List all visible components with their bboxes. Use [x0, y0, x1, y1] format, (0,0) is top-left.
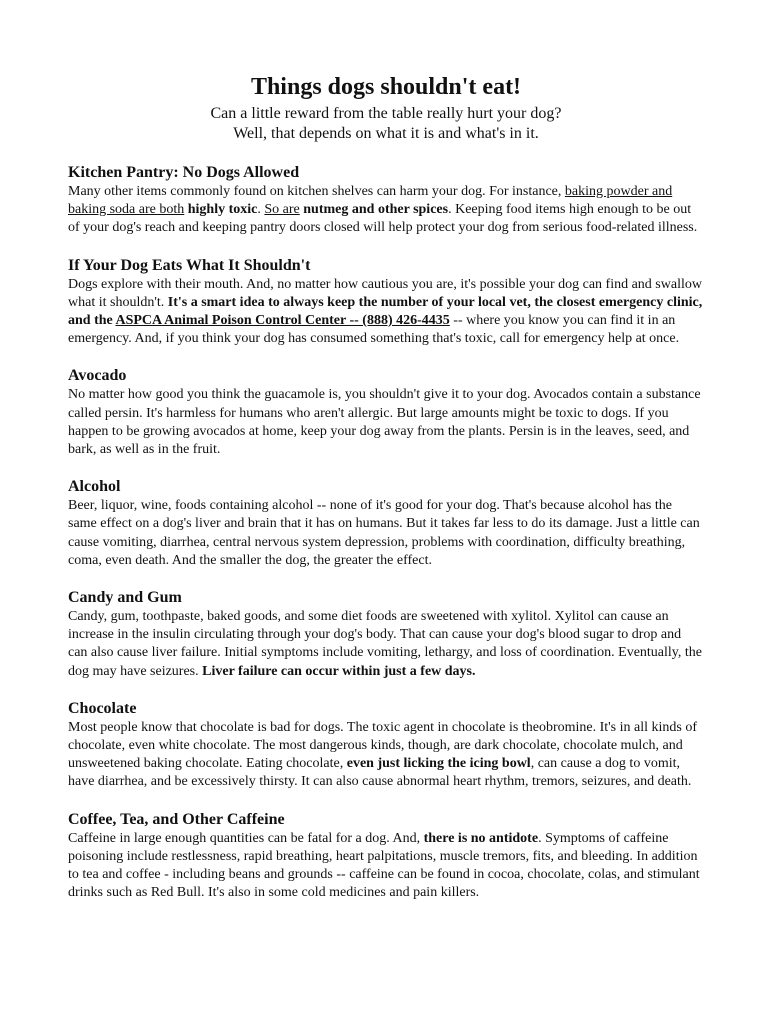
section-heading: If Your Dog Eats What It Shouldn't: [68, 256, 311, 274]
section-alcohol: [68, 478, 704, 570]
bold-text: It's a smart idea to always keep the number of your local vet, the closest emergency clinic, and the: [68, 294, 703, 329]
document-page: [68, 72, 704, 902]
text-run: . Keeping food items high enough to be out of your dog's reach and keeping pantry doors closed will help protect your dog from serious food-related illness.: [68, 202, 698, 236]
bold-text: Liver failure can occur within just a few days.: [202, 663, 476, 679]
section-caffeine: [68, 811, 704, 903]
document-subtitle-line-1: Can a little reward from the table really hurt your dog?: [210, 105, 562, 122]
text-run: . Symptoms of caffeine poisoning include restlessness, rapid breathing, heart palpitations, muscle tremors, fits, and bleeding. In addition to tea and coffee - including beans and grounds -- caffeine can be found in cocoa, chocolate, colas, and stimulant drinks such as Red Bull. It's also in some cold medicines and pain killers.: [68, 830, 700, 901]
section-paragraph: [68, 497, 704, 570]
section-paragraph: [68, 830, 704, 903]
section-heading: Coffee, Tea, and Other Caffeine: [68, 810, 285, 828]
document-title: Things dogs shouldn't eat!: [250, 74, 522, 100]
section-heading: Candy and Gum: [68, 589, 182, 607]
section-chocolate: [68, 700, 704, 792]
text-run: .: [257, 202, 265, 218]
text-run: Candy, gum, toothpaste, baked goods, and some diet foods are sweetened with xylitol. Xylitol can cause an increase in the insulin circulating through your dog's body. That can cause your dog's blood sugar to drop and can also cause liver failure. Initial symptoms include vomiting, lethargy, and loss of coordination. Eventually, the dog may have seizures.: [68, 609, 702, 679]
poison-control-link[interactable]: ASPCA Animal Poison Control Center -- (888) 426-4435: [115, 313, 450, 329]
bold-text: highly toxic: [187, 202, 258, 218]
section-heading: Chocolate: [68, 699, 137, 717]
text-run: , can cause a dog to vomit, have diarrhea, and be excessively thirsty. It can also cause abnormal heart rhythm, tremors, seizures, and death.: [68, 756, 692, 790]
text-run: Dogs explore with their mouth. And, no matter how cautious you are, it's possible your dog can find and swallow what it shouldn't.: [68, 276, 702, 310]
section-avocado: [68, 367, 704, 459]
section-heading: Alcohol: [68, 478, 121, 496]
text-run: -- where you know you can find it in an emergency. And, if you think your dog has consumed something that's toxic, call for emergency help at once.: [68, 313, 680, 347]
text-run: Caffeine in large enough quantities can be fatal for a dog. And,: [68, 830, 424, 846]
section-paragraph: [68, 183, 704, 238]
section-paragraph: [68, 276, 704, 349]
section-paragraph: [68, 386, 704, 459]
section-if-your-dog-eats: [68, 257, 704, 349]
section-heading: Kitchen Pantry: No Dogs Allowed: [68, 164, 300, 181]
text-run: No matter how good you think the guacamole is, you shouldn't give it to your dog. Avocados contain a substance called persin. It's harmless for humans who aren't allergic. But large amounts might be toxic to dogs. If you happen to be growing avocados at home, keep your dog away from the plants. Persin is in the leaves, seed, and bark, as well as in the fruit.: [68, 387, 701, 458]
section-heading: Avocado: [68, 367, 127, 385]
text-run: Many other items commonly found on kitchen shelves can harm your dog. For instance,: [68, 184, 565, 199]
document-subtitle-line-2: Well, that depends on what it is and what's in it.: [233, 125, 539, 142]
underlined-text: baking powder and baking soda are both: [68, 184, 673, 218]
text-run: Most people know that chocolate is bad for dogs. The toxic agent in chocolate is theobromine. It's in all kinds of chocolate, even white chocolate. The most dangerous kinds, though, are dark chocolate, chocolate mulch, and unsweetened baking chocolate. Eating chocolate,: [68, 719, 698, 772]
bold-text: there is no antidote: [423, 830, 539, 846]
bold-text: nutmeg and other spices: [303, 202, 449, 218]
section-kitchen-pantry: [68, 164, 704, 238]
section-paragraph: [68, 608, 704, 681]
text-run: Beer, liquor, wine, foods containing alcohol -- none of it's good for your dog. That's because alcohol has the same effect on a dog's liver and brain that it has on humans. But it takes far less to do its damage. Just a little can cause vomiting, diarrhea, central nervous system depression, problems with coordination, difficulty breathing, coma, even death. And the smaller the dog, the greater the effect.: [68, 498, 700, 568]
section-candy-and-gum: [68, 589, 704, 681]
underlined-text: So are: [264, 202, 300, 218]
bold-text: even just licking the icing bowl: [346, 756, 531, 772]
section-paragraph: [68, 719, 704, 792]
